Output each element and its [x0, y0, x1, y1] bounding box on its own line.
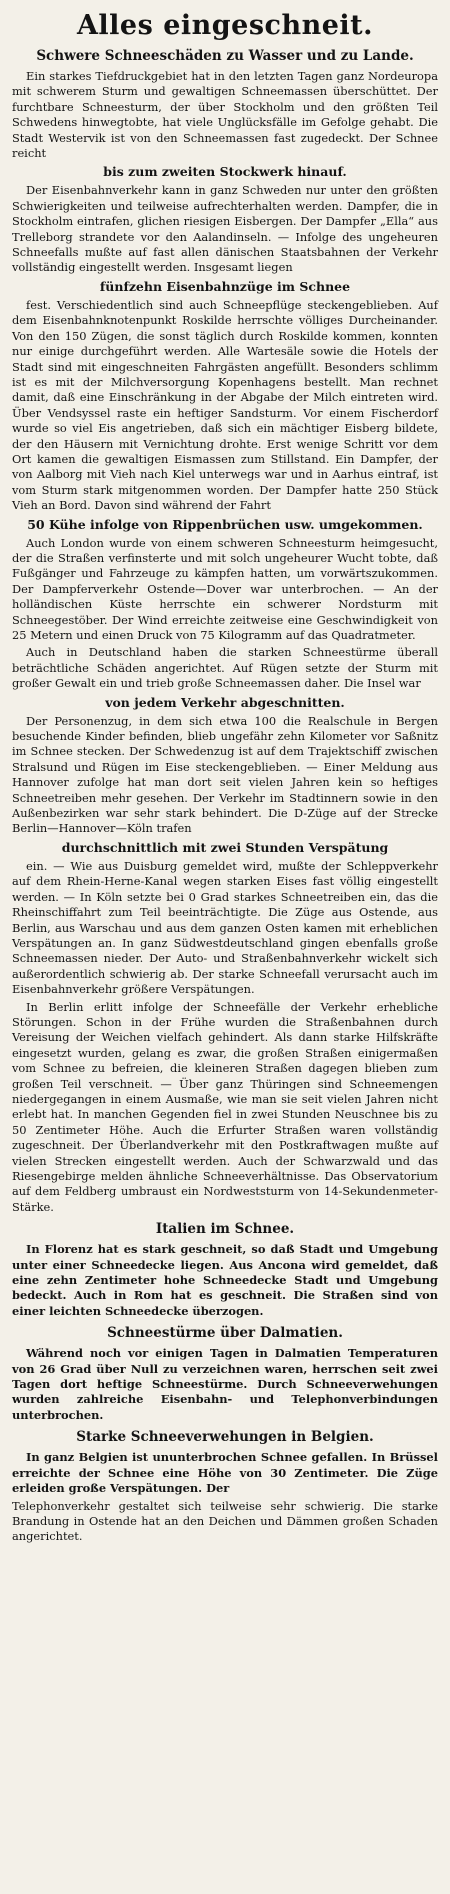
paragraph: Während noch vor einigen Tagen in Dalmatien Temperaturen von 26 Grad über Null zu verzeichnen waren, herrschen seit zwei Tagen dort heftige Schneestürme. Durch Schneeverwehungen wurden zahlreiche Eisenbahn- und Telephonverbindungen unterbrochen.	[12, 1346, 438, 1422]
inline-heading: durchschnittlich mit zwei Stunden Verspätung	[61, 839, 389, 855]
paragraph: fest. Verschiedentlich sind auch Schneepflüge steckengeblieben. Auf dem Eisenbahnknotenpunkt Roskilde herrschte völliges Durcheinander. Von den 150 Zügen, die sonst täglich durch Roskilde kommen, konnten nur einige durchgeführt werden. Alle Wartesäle sowie die Hotels der Stadt sind mit eingeschneiten Fahrgästen angefüllt. Besonders schlimm ist es mit der Milchversorgung Kopenhagens bestellt. Man rechnet damit, daß eine Einschränkung in der Abgabe der Milch eintreten wird. Über Vendsyssel raste ein heftiger Sandsturm. Vor einem Fischerdorf wurde so viel Eis angetrieben, daß sich ein mächtiger Eisberg bildete, der den Häusern mit Vernichtung drohte. Erst wenige Schritt vor dem Ort kamen die gewaltigen Eismassen zum Stillstand. Ein Dampfer, der von Aalborg mit Vieh nach Kiel unterwegs war und in Aarhus eintraf, ist vom Sturm stark mitgenommen worden. Der Dampfer hatte 250 Stück Vieh an Bord. Davon sind während der Fahrt	[12, 297, 438, 513]
inline-heading: bis zum zweiten Stockwerk hinauf.	[103, 164, 347, 180]
section-heading: Schneestürme über Dalmatien.	[107, 1325, 343, 1342]
paragraph: Telephonverkehr gestaltet sich teilweise sehr schwierig. Die starke Brandung in Ostende hat an den Deichen und Dämmen großen Schaden angerichtet.	[12, 1498, 438, 1544]
paragraph: Ein starkes Tiefdruckgebiet hat in den letzten Tagen ganz Nordeuropa mit schwerem Sturm und gewaltigen Schneemassen überschüttet. Der furchtbare Schneesturm, der über Stockholm und den größten Teil Schwedens hinwegtobte, hat viele Unglücksfälle im Gefolge gehabt. Die Stadt Westervik ist von den Schneemassen fast zugedeckt. Der Schnee reicht	[12, 69, 438, 161]
paragraph: In Florenz hat es stark geschneit, so daß Stadt und Umgebung unter einer Schneedecke liegen. Aus Ancona wird gemeldet, daß eine zehn Zentimeter hohe Schneedecke Stadt und Umgebung bedeckt. Auch in Rom hat es geschneit. Die Straßen sind von einer leichten Schneedecke überzogen.	[12, 1242, 438, 1318]
paragraph: Auch London wurde von einem schweren Schneesturm heimgesucht, der die Straßen verfinsterte und mit solch ungeheurer Wucht tobte, daß Fußgänger und Fahrzeuge zu kämpfen hatten, um vorwärtszukommen. Der Dampferverkehr Ostende—Dover war unterbrochen. — An der holländischen Küste herrschte ein schwerer Nordsturm mit Schneegestöber. Der Wind erreichte zeitweise eine Geschwindigkeit von 25 Metern und einen Druck von 75 Kilogramm auf das Quadratmeter.	[12, 535, 438, 642]
inline-heading: 50 Kühe infolge von Rippenbrüchen usw. umgekommen.	[27, 516, 423, 532]
paragraph: In ganz Belgien ist ununterbrochen Schnee gefallen. In Brüssel erreichte der Schnee eine Höhe von 30 Zentimeter. Die Züge erleiden große Verspätungen. Der	[12, 1450, 438, 1496]
inline-heading: von jedem Verkehr abgeschnitten.	[105, 694, 345, 710]
paragraph: ein. — Wie aus Duisburg gemeldet wird, mußte der Schleppverkehr auf dem Rhein-Herne-Kanal wegen starken Eises fast völlig eingestellt werden. — In Köln setzte bei 0 Grad starkes Schneetreiben ein, das die Rheinschiffahrt zum Teil beeinträchtigte. Die Züge aus Ostende, aus Berlin, aus Warschau und aus dem ganzen Osten kamen mit erheblichen Verspätungen an. In ganz Südwestdeutschland gingen ebenfalls große Schneemassen nieder. Der Auto- und Straßenbahnverkehr wickelt sich außerordentlich schwierig ab. Der starke Schneefall verursacht auch im Eisenbahnverkehr größere Verspätungen.	[12, 858, 438, 997]
subheadline: Schwere Schneeschäden zu Wasser und zu Lande.	[36, 48, 414, 64]
headline: Alles eingeschneit.	[76, 10, 374, 41]
section-heading: Starke Schneeverwehungen in Belgien.	[76, 1429, 374, 1446]
inline-heading: fünfzehn Eisenbahnzüge im Schnee	[99, 278, 351, 294]
paragraph: Auch in Deutschland haben die starken Schneestürme überall beträchtliche Schäden angerichtet. Auf Rügen setzte der Sturm mit großer Gewalt ein und trieb große Schneemassen daher. Die Insel war	[12, 645, 438, 691]
article-body	[12, 69, 438, 1545]
section-heading: Italien im Schnee.	[155, 1221, 295, 1238]
paragraph: In Berlin erlitt infolge der Schneefälle der Verkehr erhebliche Störungen. Schon in der Frühe wurden die Straßenbahnen durch Vereisung der Weichen vielfach gehindert. Als dann starke Hilfskräfte eingesetzt wurden, gelang es zwar, die großen Straßen einigermaßen vom Schnee zu befreien, die kleineren Straßen dagegen blieben zum großen Teil verschneit. — Über ganz Thüringen sind Schneemengen niedergegangen in einem Ausmaße, wie man sie seit vielen Jahren nicht erlebt hat. In manchen Gegenden fiel in zwei Stunden Neuschnee bis zu 50 Zentimeter Höhe. Auch die Erfurter Straßen waren vollständig zugeschneit. Der Überlandverkehr mit den Postkraftwagen mußte auf vielen Strecken eingestellt werden. Auch der Schwarzwald und das Riesengebirge melden ähnliche Schneeverhältnisse. Das Observatorium auf dem Feldberg umbraust ein Nordweststurm von 14-Sekundenmeter-Stärke.	[12, 999, 438, 1214]
paragraph: Der Eisenbahnverkehr kann in ganz Schweden nur unter den größten Schwierigkeiten und teilweise aufrechterhalten werden. Dampfer, die in Stockholm eintrafen, glichen riesigen Eisbergen. Der Dampfer „Ella“ aus Trelleborg strandete vor den Aalandinseln. — Infolge des ungeheuren Schneefalls mußte auf fast allen dänischen Staatsbahnen der Verkehr vollständig eingestellt werden. Insgesamt liegen	[12, 183, 438, 275]
paragraph: Der Personenzug, in dem sich etwa 100 die Realschule in Bergen besuchende Kinder befinden, blieb ungefähr zehn Kilometer vor Saßnitz im Schnee stecken. Der Schwedenzug ist auf dem Trajektschiff zwischen Stralsund und Rügen im Eise steckengeblieben. — Einer Meldung aus Hannover zufolge hat man dort seit vielen Jahren kein so heftiges Schneetreiben mehr gesehen. Der Verkehr im Stadtinnern sowie in den Außenbezirken war sehr stark behindert. Die D-Züge auf der Strecke Berlin—Hannover—Köln trafen	[12, 713, 438, 836]
